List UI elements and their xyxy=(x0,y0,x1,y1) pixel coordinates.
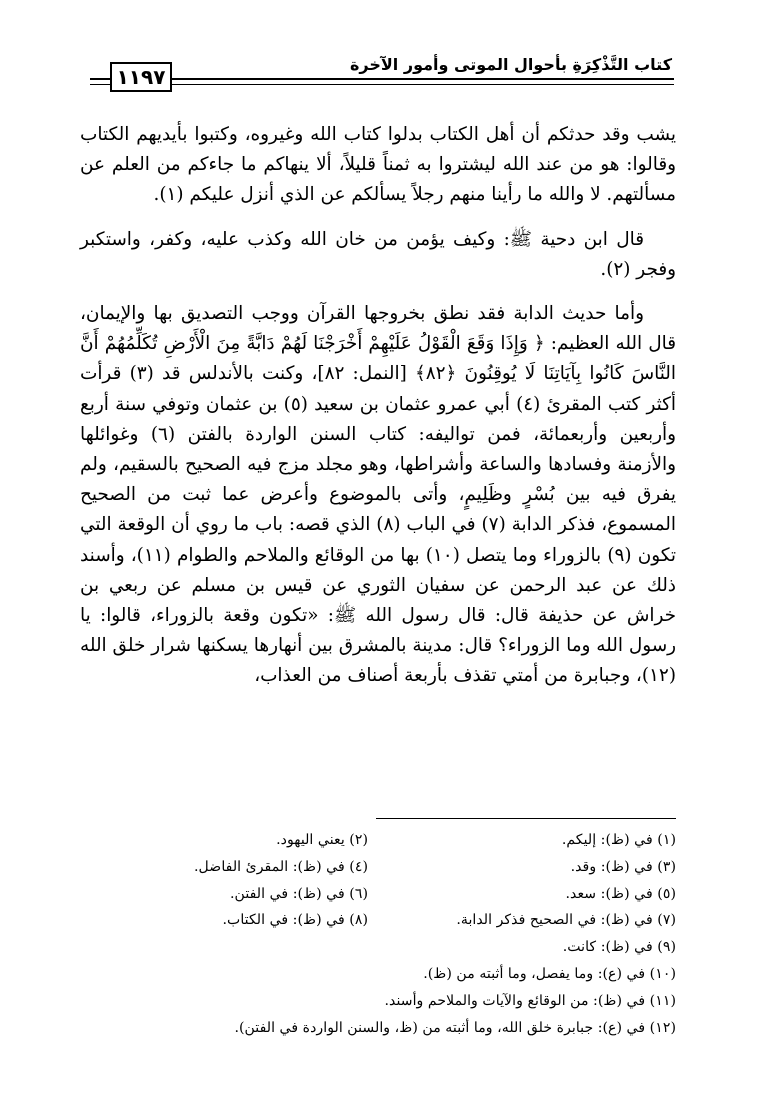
running-header-title: كتاب التَّذْكِرَةِ بأحوال الموتى وأمور الآخرة xyxy=(349,55,672,74)
footnote: (٩) في (ظ): كانت. xyxy=(562,939,676,956)
footnote: (١١) في (ظ): من الوقائع والآيات والملاحم وأسند. xyxy=(384,992,676,1009)
paragraph: قال ابن دحية ﷺ: وكيف يؤمن من خان الله وكذب عليه، وكفر، واستكبر وفجر (٢). xyxy=(80,228,676,280)
footnote: (٨) في (ظ): في الكتاب. xyxy=(222,912,368,929)
footnote-separator xyxy=(376,818,676,819)
paragraph: وأما حديث الدابة فقد نطق بخروجها القرآن ووجب التصديق بها والإيمان، قال الله العظيم: ﴿ وَإِذَا وَقَعَ الْقَوْلُ عَلَيْهِمْ أَخْرَجْنَا لَهُمْ دَابَّةً مِنَ الْأَرْضِ تُكَلِّمُهُمْ أَنَّ النَّاسَ كَانُوا بِآيَاتِنَا لَا يُوقِنُونَ ﴿٨٢﴾ [النمل: ٨٢]، وكنت بالأندلس قد (٣) قرأت أكثر كتب المقرئ (٤) أبي عمرو عثمان بن سعيد (٥) بن عثمان وتوفي سنة أربع وأربعين وأربعمائة، فمن تواليفه: كتاب السنن الواردة بالفتن (٦) وغوائلها والأزمنة وفسادها والساعة وأشراطها، وهو مجلد مزج فيه الصحيح بالسقيم، ولم يفرق فيه بين بُسْرٍ وظَلِيمٍ، وأتى بالموضوع وأعرض عما ثبت من الصحيح المسموع، فذكر الدابة (٧) في الباب (٨) الذي قصه: باب ما روي أن الوقعة التي تكون (٩) بالزوراء وما يتصل (١٠) بها من الوقائع والملاحم والطوام (١١)، وأسند ذلك عن عبد الرحمن عن سفيان الثوري عن قيس بن مسلم عن ربعي بن خراش عن حذيفة قال: قال رسول الله ﷺ: «تكون وقعة بالزوراء، قالوا: يا رسول الله وما الزوراء؟ قال: مدينة بالمشرق بين أنهارها يسكنها شرار خلق الله (١٢)، وجبابرة من أمتي تقذف بأربعة أصناف من العذاب، xyxy=(80,303,677,687)
page-number: ١١٩٧ xyxy=(110,62,172,92)
footnote: (٦) في (ظ): في الفتن. xyxy=(230,885,368,902)
footnote: (١٢) في (ع): جبابرة خلق الله، وما أثبته من (ظ، والسنن الواردة في الفتن). xyxy=(234,1019,676,1036)
footnote: (٥) في (ظ): سعد. xyxy=(565,885,676,902)
footnote: (١) في (ظ): إليكم. xyxy=(561,832,676,848)
footnote: (٤) في (ظ): المقرئ الفاضل. xyxy=(194,858,368,875)
header-rule-thin xyxy=(90,84,674,85)
footnote: (١٠) في (ع): وما يفصل، وما أثبته من (ظ). xyxy=(423,965,676,982)
footnote: (٣) في (ظ): وقد. xyxy=(570,858,676,875)
footnote: (٢) يعني اليهود. xyxy=(276,832,368,848)
paragraph: يشب وقد حدثكم أن أهل الكتاب بدلوا كتاب الله وغيروه، وكتبوا بأيديهم الكتاب وقالوا: هو من عند الله ليشتروا به ثمناً قليلاً، ألا ينهاكم ما جاءكم من العلم عن مسألتهم. لا والله ما رأينا منهم رجلاً يسألكم عن الذي أنزل عليكم (١). xyxy=(80,124,676,206)
header-rule xyxy=(90,78,674,80)
main-text xyxy=(80,120,676,706)
footnotes xyxy=(80,827,676,1041)
footnote: (٧) في (ظ): في الصحيح فذكر الدابة. xyxy=(456,912,676,929)
footnote-grid xyxy=(80,827,676,934)
